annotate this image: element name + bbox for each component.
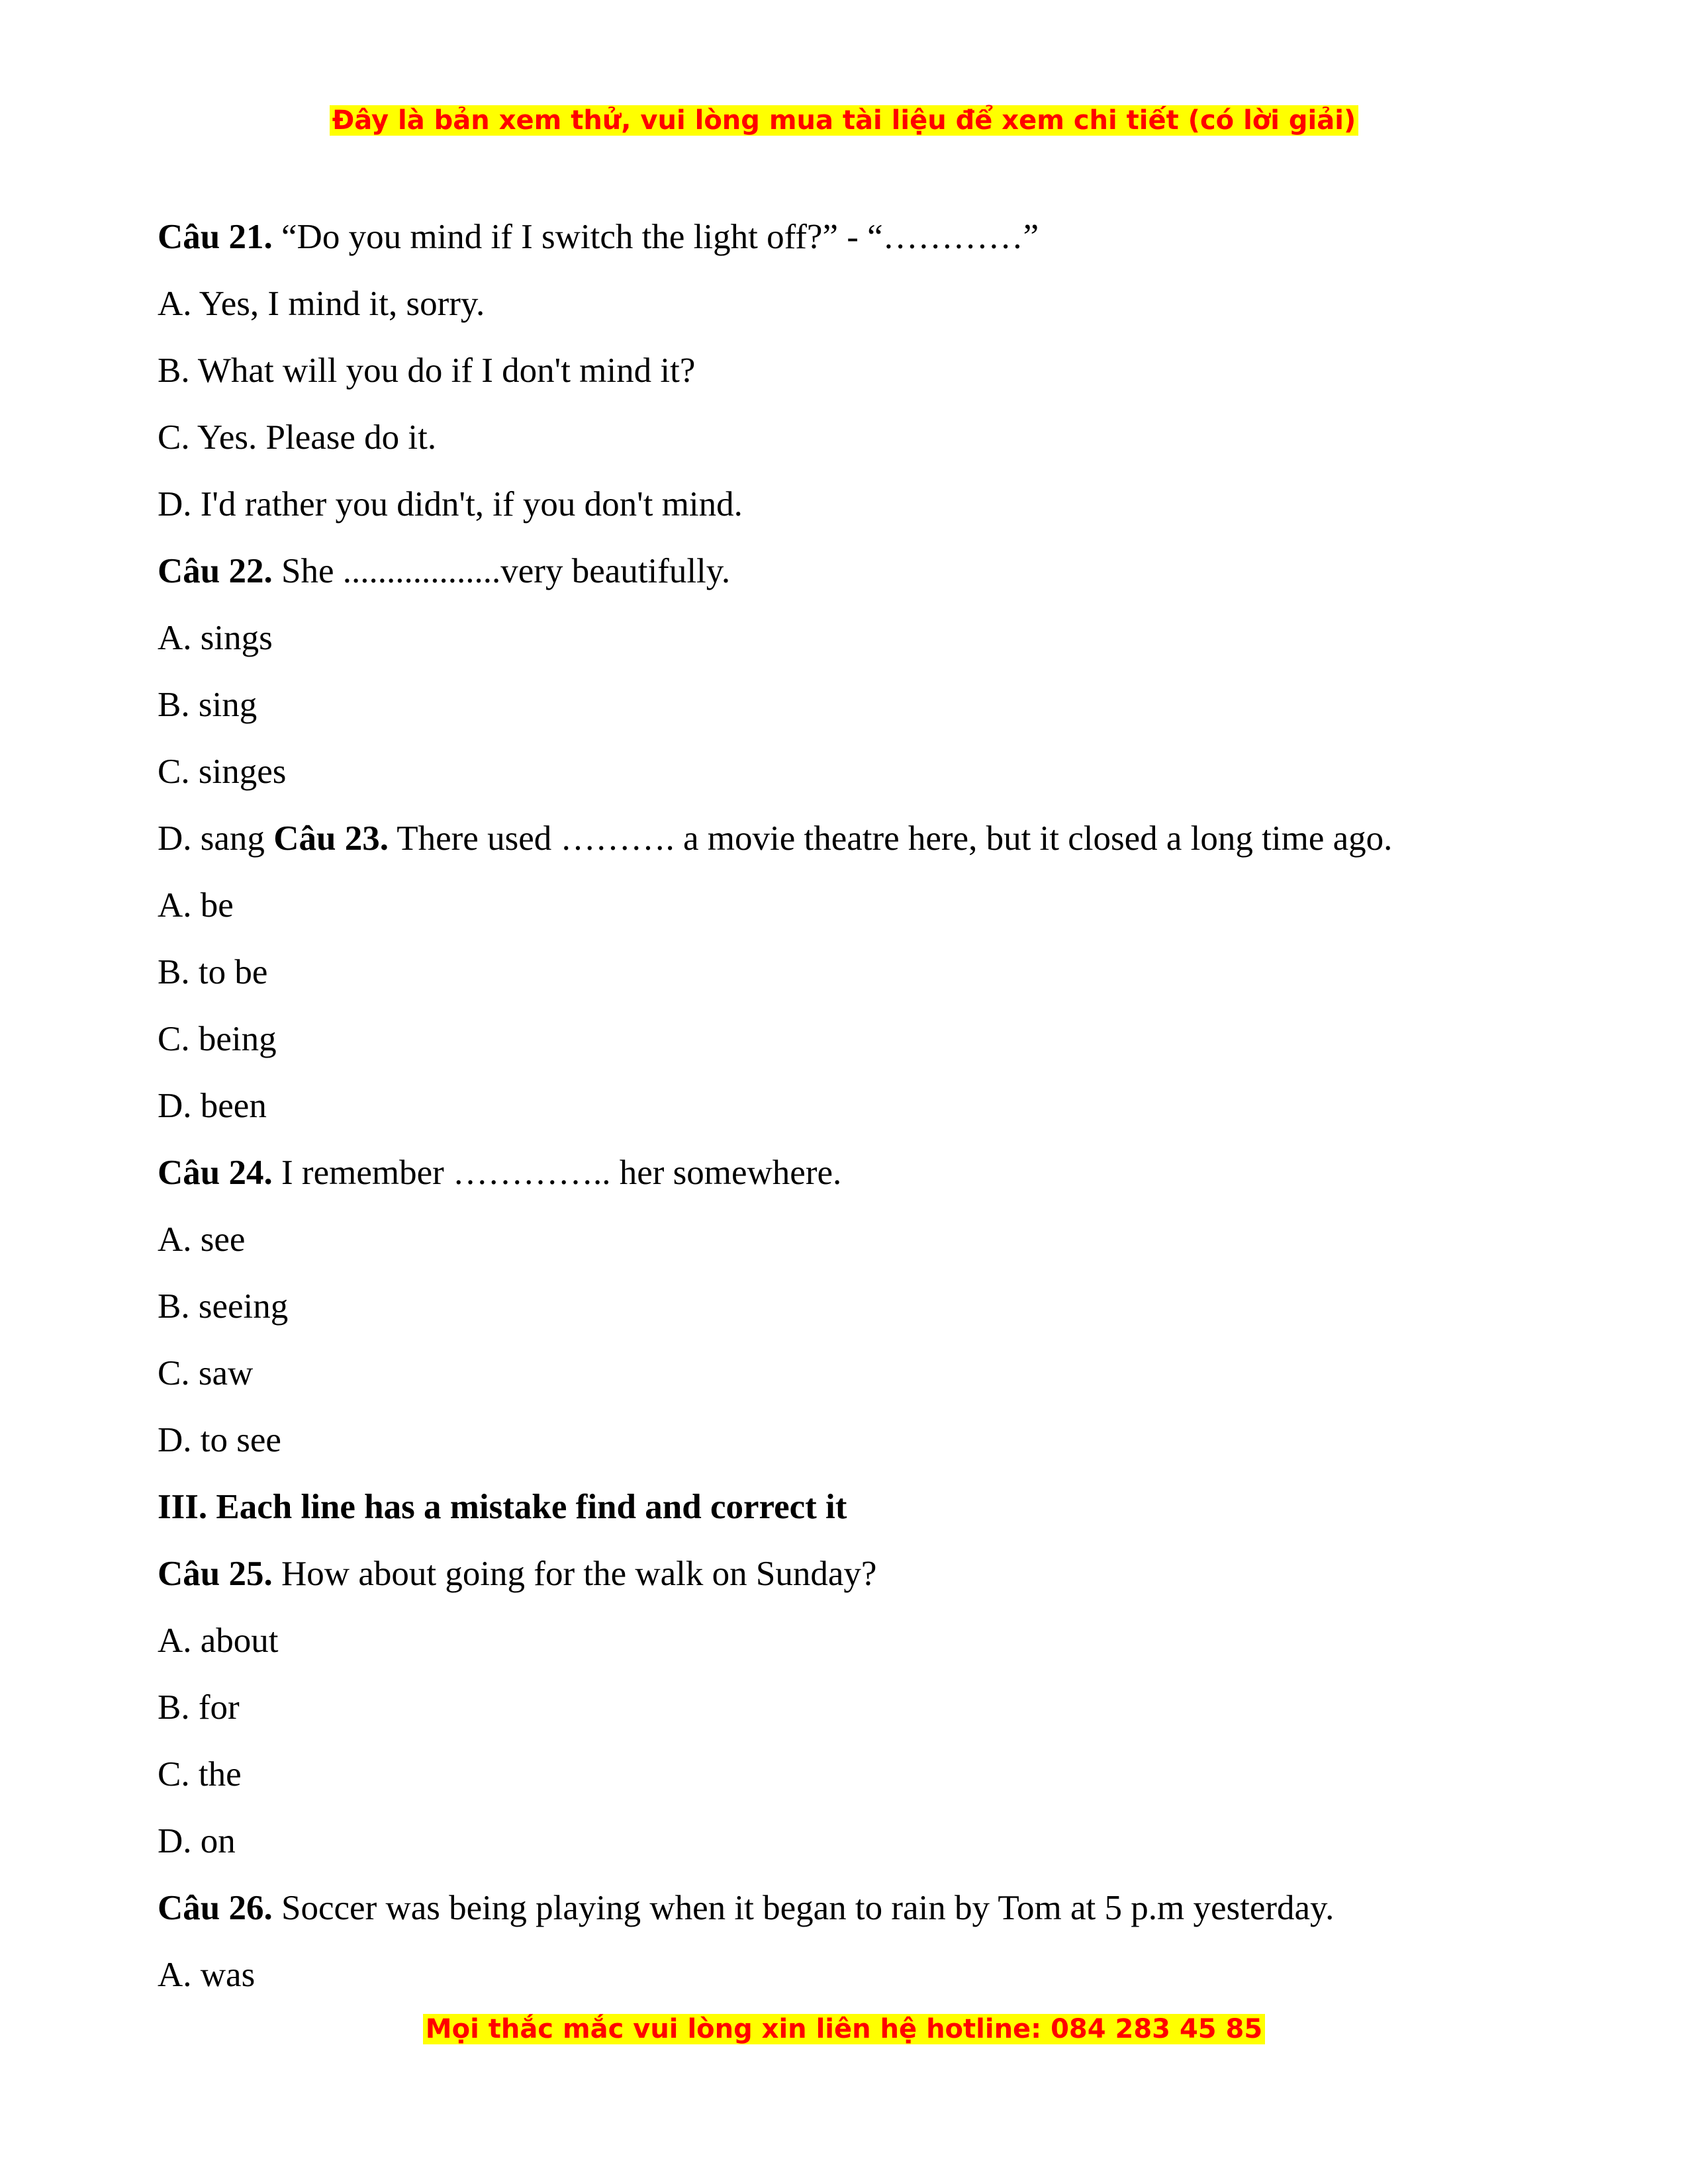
question-label: Câu 24. <box>158 1154 273 1192</box>
option-a: A. be <box>158 886 234 925</box>
option-b: B. seeing <box>158 1287 289 1326</box>
option-c: C. singes <box>158 752 287 791</box>
option-b: B. sing <box>158 686 258 724</box>
question-label: Câu 23. <box>273 819 389 858</box>
option-b: B. What will you do if I don't mind it? <box>158 351 696 390</box>
question-24 <box>158 1146 1554 1213</box>
option-c: C. saw <box>158 1354 254 1392</box>
option-d-and-question-23 <box>158 812 1554 879</box>
hotline-text: Mọi thắc mắc vui lòng xin liên hệ hotline: 084 283 45 85 <box>423 2014 1265 2044</box>
question-label: Câu 25. <box>158 1555 273 1593</box>
option-d: D. sang <box>158 819 274 858</box>
question-text: There used ………. a movie theatre here, but it closed a long time ago. <box>388 819 1393 858</box>
option-c: C. the <box>158 1755 242 1794</box>
option-a: A. about <box>158 1621 279 1660</box>
question-text: I remember ………….. her somewhere. <box>272 1154 842 1192</box>
question-text: She ..................very beautifully. <box>272 552 731 590</box>
exercise-content <box>158 210 1554 2015</box>
option-c: C. being <box>158 1020 277 1058</box>
question-text: How about going for the walk on Sunday? <box>272 1555 877 1593</box>
question-25 <box>158 1547 1554 1614</box>
hotline-banner <box>0 2011 1688 2048</box>
preview-notice-text: Đây là bản xem thử, vui lòng mua tài liệu để xem chi tiết (có lời giải) <box>330 105 1358 136</box>
question-label: Câu 21. <box>158 218 273 256</box>
question-label: Câu 22. <box>158 552 273 590</box>
question-26 <box>158 1882 1554 1948</box>
option-a: A. was <box>158 1956 256 1994</box>
option-a: A. see <box>158 1220 246 1259</box>
option-b: B. to be <box>158 953 268 991</box>
question-22 <box>158 545 1554 612</box>
option-d: D. to see <box>158 1421 281 1459</box>
option-c: C. Yes. Please do it. <box>158 418 437 457</box>
preview-notice-banner <box>0 102 1688 139</box>
question-21 <box>158 210 1554 277</box>
question-label: Câu 26. <box>158 1889 273 1927</box>
section-heading: III. Each line has a mistake find and correct it <box>158 1488 847 1526</box>
option-a: A. sings <box>158 619 273 657</box>
option-b: B. for <box>158 1688 240 1727</box>
option-a: A. Yes, I mind it, sorry. <box>158 285 485 323</box>
option-d: D. I'd rather you didn't, if you don't mind. <box>158 485 743 523</box>
option-d: D. on <box>158 1822 236 1860</box>
question-text: Soccer was being playing when it began to rain by Tom at 5 p.m yesterday. <box>272 1889 1335 1927</box>
option-d: D. been <box>158 1087 267 1125</box>
question-text: “Do you mind if I switch the light off?” - “…………” <box>272 218 1039 256</box>
